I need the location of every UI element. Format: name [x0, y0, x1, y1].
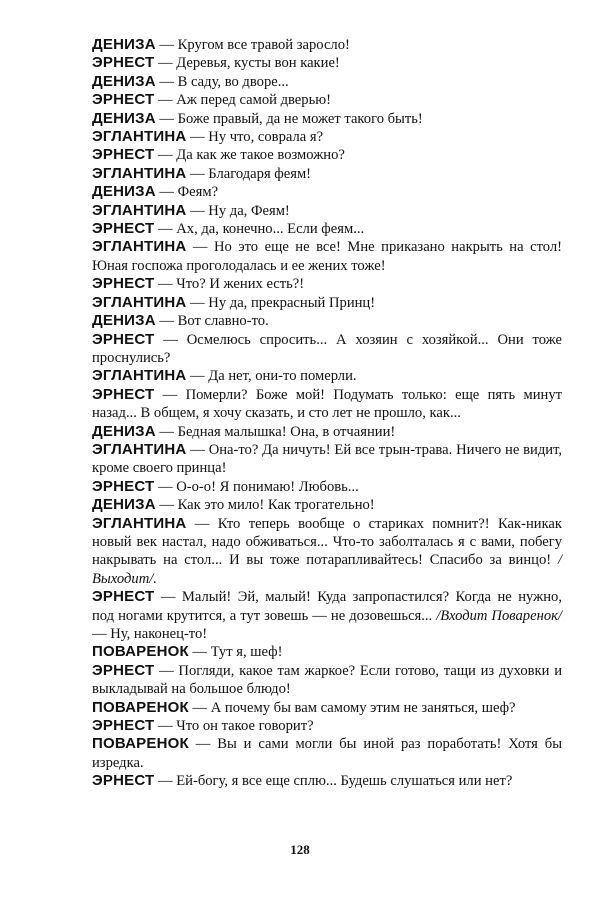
line-text: Боже правый, да не может такого быть!: [177, 110, 423, 127]
dialogue-line: ЭГЛАНТИНА — Да нет, они-то померли.: [92, 367, 357, 385]
dialogue-line: ЭРНЕСТ — Да как же такое возможно?: [92, 146, 345, 164]
speaker-name: ЭРНЕСТ: [92, 275, 155, 293]
line-text: Осмелюсь спросить... А хозяин с хозяйкой... Они тоже проснулись?: [92, 331, 563, 366]
dialogue-line: ЭГЛАНТИНА — Кто теперь вообще о стариках помнит?! Как-никак новый век настал, надо обживаться... Что-то заболталась я с вами, побегу накрывать на стол... И вы тоже потарапливайтесь! Спасибо за винцо! /Выходит/.: [92, 514, 562, 587]
speaker-name: ЭГЛАНТИНА: [92, 293, 187, 311]
line-text: Да нет, они-то померли.: [208, 368, 357, 385]
dialogue-line: ПОВАРЕНОК — Вы и сами могли бы иной раз поработать! Хотя бы изредка.: [92, 735, 562, 771]
line-text: Да как же такое возможно?: [176, 147, 345, 164]
line-text: Ей-богу, я все еще сплю... Будешь слушаться или нет?: [176, 773, 513, 790]
line-text: В саду, во дворе...: [177, 73, 289, 90]
dialogue-line: ЭРНЕСТ — Малый! Эй, малый! Куда запропастился? Когда не нужно, под ногами крутится, а тут зовешь — не дозовешься... /Входит Поваренок/ — Ну, наконец-то!: [92, 588, 562, 642]
line-text: Кто теперь вообще о стариках помнит?! Как-никак новый век настал, надо обживаться... Что-то заболталась я с вами, побегу накрывать на стол... И вы тоже потарапливайтесь! Спасибо за винцо!: [92, 515, 562, 569]
line-text: Ну да, Феям!: [208, 202, 290, 219]
speaker-name: ЭРНЕСТ: [92, 588, 155, 606]
line-text: Погляди, какое там жаркое? Если готово, тащи из духовки и выкладывай на большое блюдо!: [92, 662, 563, 698]
line-text: Ах, да, конечно... Если феям...: [176, 221, 365, 238]
line-text: Тут я, шеф!: [210, 644, 283, 661]
dialogue-line: ДЕНИЗА — Феям?: [92, 183, 219, 201]
dialogue-line: ЭРНЕСТ — О-о-о! Я понимаю! Любовь...: [92, 477, 359, 495]
line-text: Вот славно-то.: [177, 313, 269, 330]
speaker-name: ЭРНЕСТ: [92, 54, 155, 72]
dialogue-line: ДЕНИЗА — Вот славно-то.: [92, 312, 269, 330]
dialogue-line: ЭРНЕСТ — Что? И жених есть?!: [92, 275, 305, 293]
line-text: Она-то? Да ничуть! Ей все трын-трава. Ничего не видит, кроме своего принца!: [92, 441, 563, 477]
dialogue-line: ЭГЛАНТИНА — Она-то? Да ничуть! Ей все трын-трава. Ничего не видит, кроме своего принца!: [92, 440, 563, 477]
line-text: Деревья, кусты вон какие!: [176, 55, 340, 72]
speaker-name: ЭРНЕСТ: [92, 330, 155, 348]
speaker-name: ПОВАРЕНОК: [92, 735, 189, 753]
line-text: Ну да, прекрасный Принц!: [208, 294, 376, 311]
line-text: Что? И жених есть?!: [176, 276, 305, 293]
dialogue-line: ДЕНИЗА — Боже правый, да не может такого быть!: [92, 109, 423, 127]
speaker-name: ДЕНИЗА: [92, 36, 156, 53]
dialogue-line: ЭРНЕСТ — Померли? Боже мой! Подумать только: еще пять минут назад... В общем, я хочу сказать, и сто лет не прошло, как...: [92, 385, 562, 422]
line-text-after: — Ну, наконец-то!: [92, 626, 208, 642]
line-text: Аж перед самой дверью!: [176, 92, 331, 109]
speaker-name: ЭРНЕСТ: [92, 385, 155, 403]
dialogue-line: ДЕНИЗА — Кругом все травой заросло!: [92, 36, 350, 53]
speaker-name: ЭГЛАНТИНА: [92, 238, 187, 256]
line-text: Но это еще не все! Мне приказано накрыть на стол! Юная госпожа проголодалась и ее жених тоже!: [92, 239, 563, 274]
line-text: Померли? Боже мой! Подумать только: еще пять минут назад... В общем, я хочу сказать, и сто лет не прошло, как...: [92, 386, 562, 422]
line-text: Бедная малышка! Она, в отчаянии!: [177, 423, 396, 440]
speaker-name: ЭРНЕСТ: [92, 220, 155, 238]
stage-direction: /Входит Поваренок/: [436, 607, 562, 624]
dialogue-line: ЭРНЕСТ — Погляди, какое там жаркое? Если готово, тащи из духовки и выкладывай на большое блюдо!: [92, 661, 563, 698]
speaker-name: ПОВАРЕНОК: [92, 698, 189, 716]
speaker-name: ЭРНЕСТ: [92, 477, 155, 495]
dialogue-line: ЭГЛАНТИНА — Ну да, Феям!: [92, 201, 290, 219]
dialogue-line: ЭРНЕСТ — Осмелюсь спросить... А хозяин с хозяйкой... Они тоже проснулись?: [92, 330, 563, 366]
speaker-name: ЭРНЕСТ: [92, 661, 155, 679]
speaker-name: ЭГЛАНТИНА: [92, 440, 187, 458]
speaker-name: ЭРНЕСТ: [92, 717, 155, 735]
dialogue-line: ПОВАРЕНОК — А почему бы вам самому этим не заняться, шеф?: [92, 698, 516, 716]
speaker-name: ЭГЛАНТИНА: [92, 164, 187, 182]
dialogue-line: ЭГЛАНТИНА — Ну да, прекрасный Принц!: [92, 293, 376, 311]
speaker-name: ДЕНИЗА: [92, 183, 156, 201]
speaker-name: ЭРНЕСТ: [92, 91, 155, 109]
dialogue-line: ЭРНЕСТ — Деревья, кусты вон какие!: [92, 54, 340, 72]
speaker-name: ЭГЛАНТИНА: [92, 514, 187, 532]
speaker-name: ДЕНИЗА: [92, 312, 156, 330]
speaker-name: ЭРНЕСТ: [92, 772, 155, 790]
stage-direction: /Выходит/.: [92, 552, 562, 587]
line-text: А почему бы вам самому этим не заняться, шеф?: [210, 699, 516, 716]
dialogue-line: ЭРНЕСТ — Что он такое говорит?: [92, 717, 314, 735]
speaker-name: ЭРНЕСТ: [92, 146, 155, 164]
line-text: Малый! Эй, малый! Куда запропастился? Когда не нужно, под ногами крутится, а тут зовешь — не дозовешься...: [92, 589, 562, 624]
dialogue-line: ДЕНИЗА — Как это мило! Как трогательно!: [92, 496, 375, 514]
speaker-name: ДЕНИЗА: [92, 422, 156, 440]
line-text: Вы и сами могли бы иной раз поработать! Хотя бы изредка.: [92, 736, 562, 771]
speaker-name: ДЕНИЗА: [92, 109, 156, 127]
line-text: О-о-о! Я понимаю! Любовь...: [176, 478, 359, 495]
speaker-name: ПОВАРЕНОК: [92, 643, 189, 661]
dialogue-line: ЭРНЕСТ — Аж перед самой дверью!: [92, 91, 331, 109]
speaker-name: ДЕНИЗА: [92, 72, 156, 90]
play-text: [92, 36, 562, 791]
speaker-name: ЭГЛАНТИНА: [92, 367, 187, 385]
line-text: Благодаря феям!: [208, 165, 312, 182]
dialogue-line: ЭГЛАНТИНА — Но это еще не все! Мне приказано накрыть на стол! Юная госпожа проголодалась и ее жених тоже!: [92, 238, 563, 274]
speaker-name: ДЕНИЗА: [92, 496, 156, 514]
dialogue-line: ЭРНЕСТ — Ей-богу, я все еще сплю... Будешь слушаться или нет?: [92, 772, 513, 790]
dialogue-line: ДЕНИЗА — В саду, во дворе...: [92, 72, 289, 90]
line-text: Кругом все травой заросло!: [177, 37, 350, 53]
dialogue-line: ДЕНИЗА — Бедная малышка! Она, в отчаянии!: [92, 422, 396, 440]
dialogue-line: ЭРНЕСТ — Ах, да, конечно... Если феям...: [92, 220, 365, 238]
dialogue-line: ЭГЛАНТИНА — Благодаря феям!: [92, 164, 312, 182]
page-number: 128: [290, 842, 310, 857]
dialogue-line: ЭГЛАНТИНА — Ну что, соврала я?: [92, 128, 324, 146]
line-text: Феям?: [177, 184, 219, 201]
line-text: Как это мило! Как трогательно!: [177, 497, 375, 514]
speaker-name: ЭГЛАНТИНА: [92, 201, 187, 219]
line-text: Что он такое говорит?: [176, 718, 314, 735]
line-text: Ну что, соврала я?: [208, 129, 324, 146]
dialogue-line: ПОВАРЕНОК — Тут я, шеф!: [92, 643, 283, 661]
speaker-name: ЭГЛАНТИНА: [92, 128, 187, 146]
